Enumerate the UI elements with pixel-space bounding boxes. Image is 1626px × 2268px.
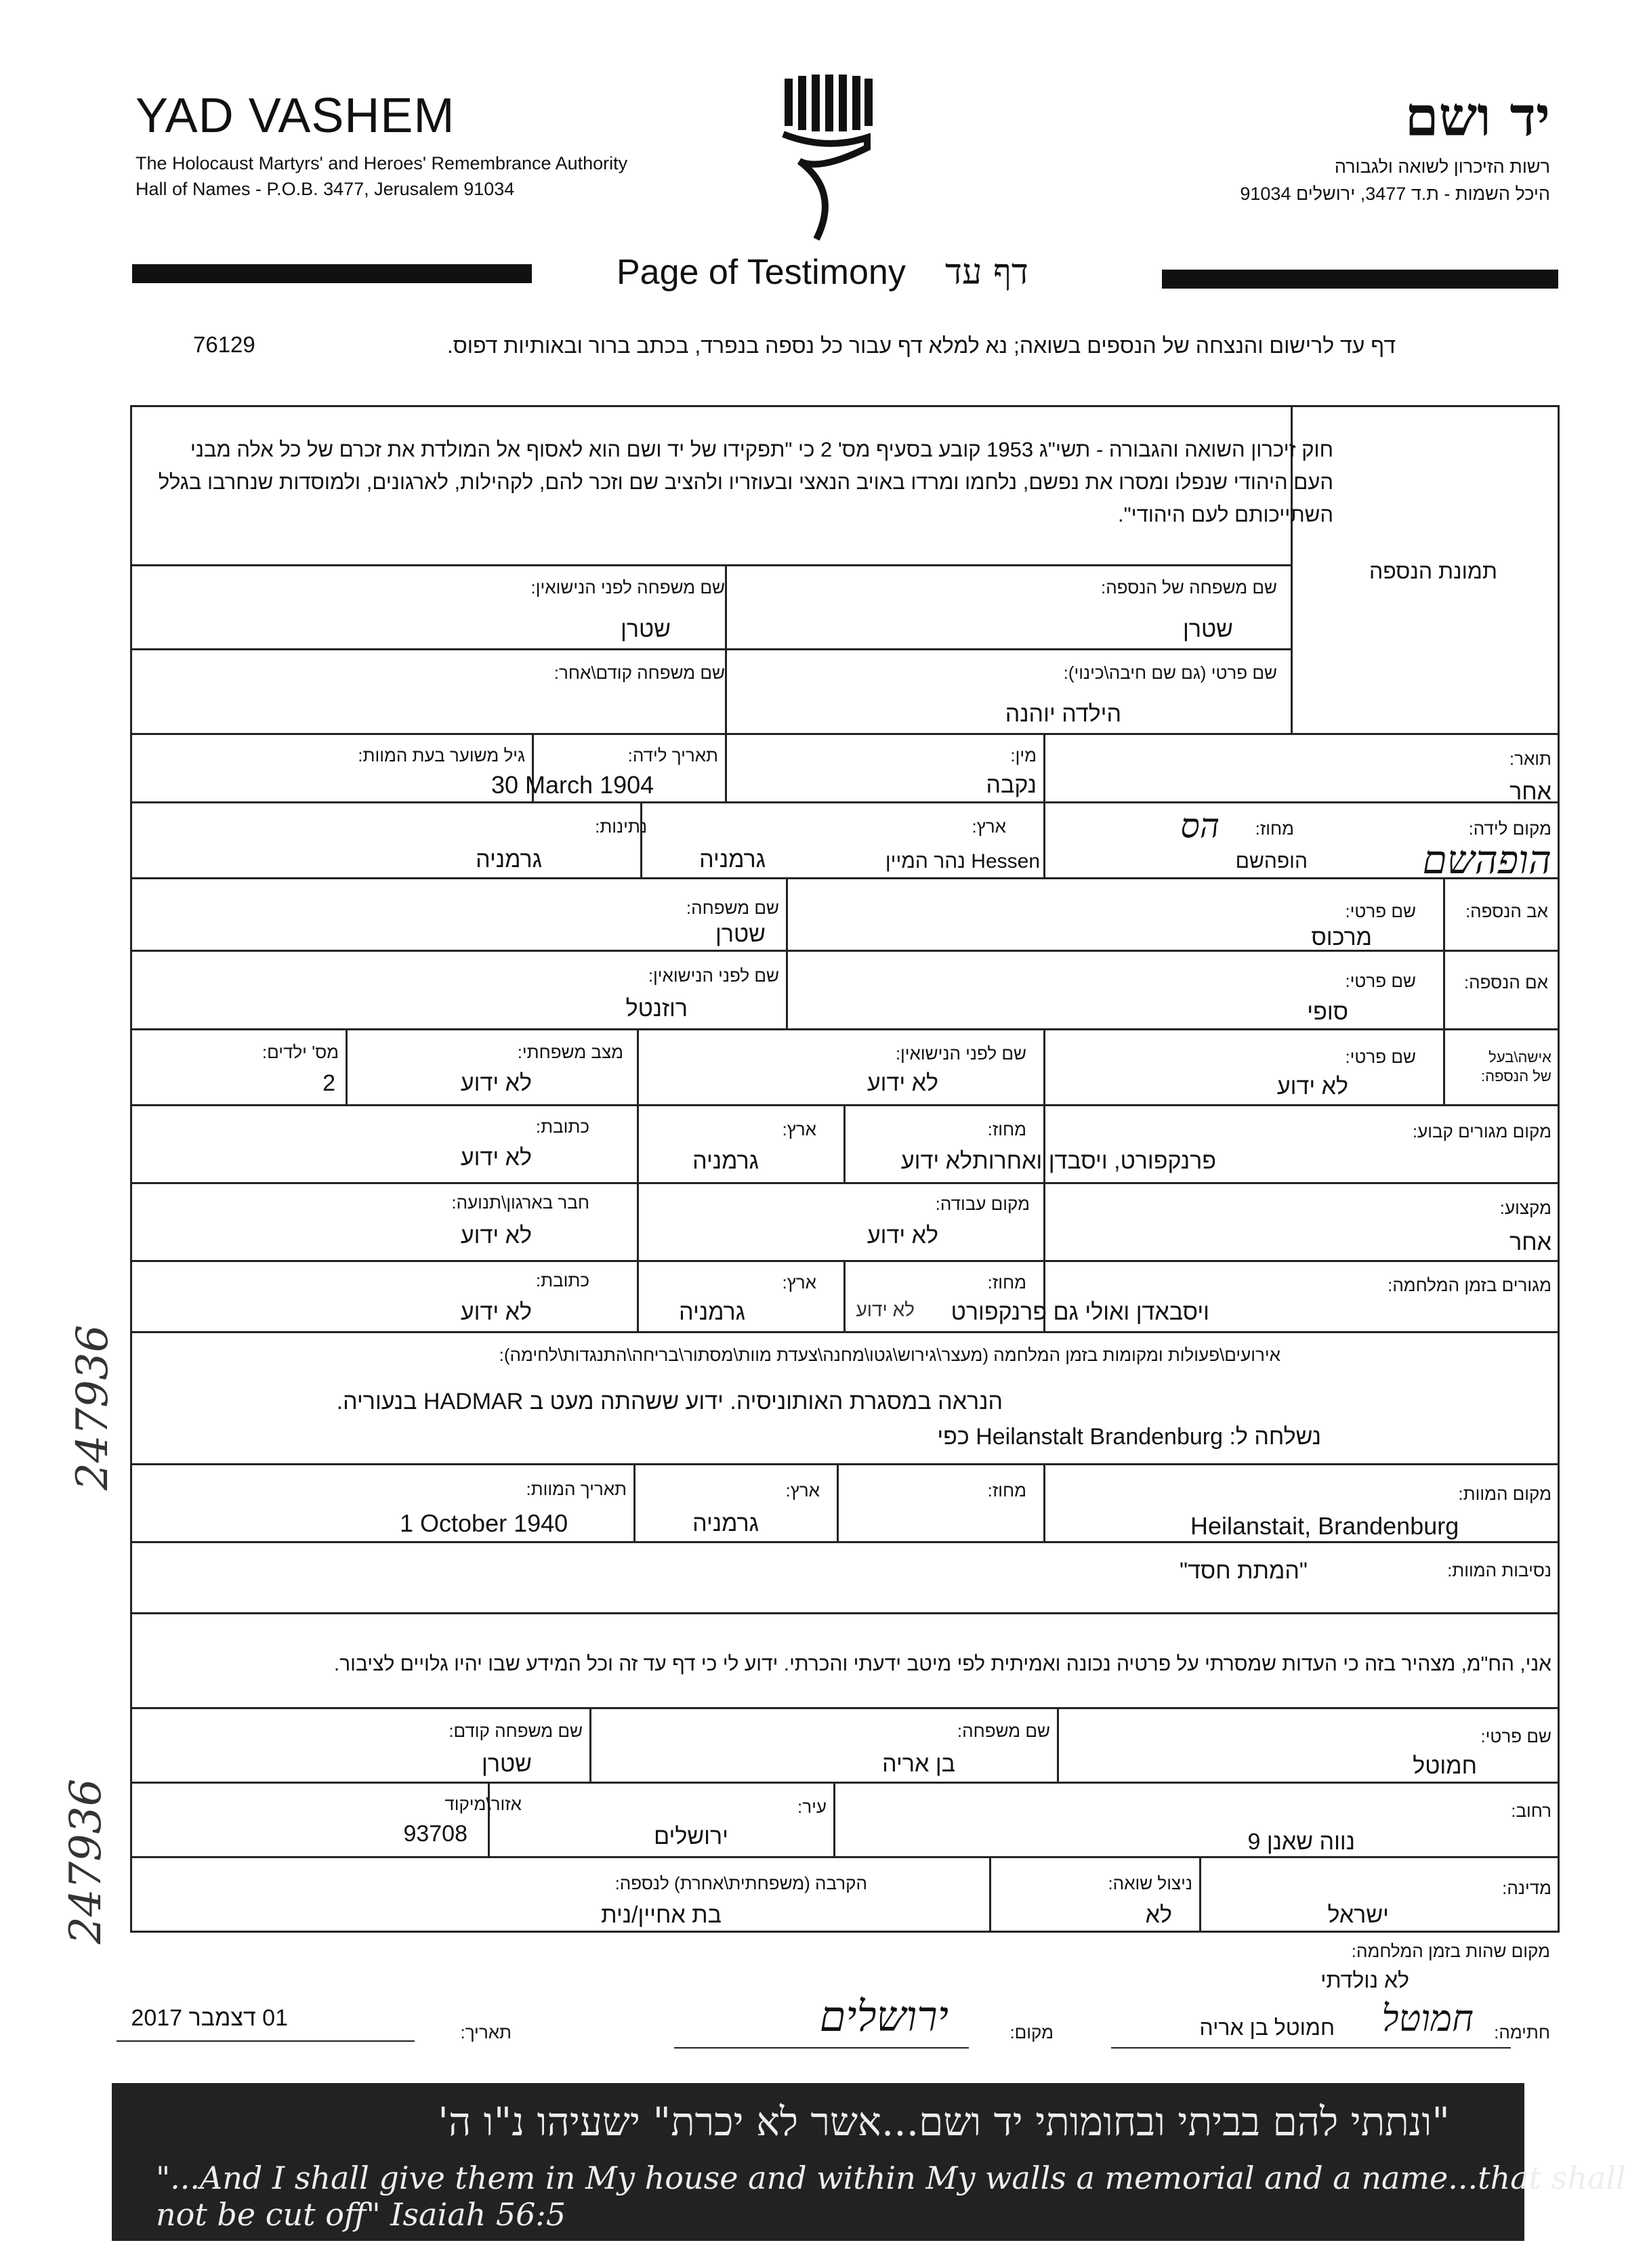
side-number-1: 247936 [68,1324,118,1490]
victim-birth-place-label: מקום לידה: [1468,818,1551,839]
submitter-family-label: שם משפחה: [957,1721,1050,1741]
victim-birth-place: הופהשם [1235,850,1308,873]
victim-gender: נקבה [986,772,1037,798]
victim-age-label: גיל משוער בעת המוות: [358,745,525,765]
death-circumstances-label: נסיבות המוות: [1447,1560,1551,1580]
victim-maiden-name-label: שם משפחה לפני הנישואין: [530,577,725,597]
signature-typed: חמוטל בן אריה [1199,2015,1335,2040]
victim-district: Hessen נהר המיין [885,850,1040,873]
side-number-2: 247936 [61,1778,111,1944]
org-name-en: YAD VASHEM [136,89,455,143]
place-label: מקום: [1009,2022,1054,2042]
submitter-city: ירושלים [654,1824,728,1849]
death-place: Heilanstait, Brandenburg [1190,1512,1459,1540]
victim-title-label: תואר: [1509,749,1551,769]
declaration-text: אני, הח"מ, מצהיר בזה כי העדות שמסרתי על פרטיה נכונה ואמיתית לפי מיטב ידעתי והכרתי. ידוע לי כי דף עד זה וכל המידע שבו יהיו גלויים לציבור. [333,1653,1551,1675]
victim-gender-label: מין: [1010,745,1037,765]
submitter-family-name: בן אריה [882,1751,955,1777]
war-residence-district-label: מחוז: [987,1272,1026,1293]
relation-label: הקרבה (משפחתית\אחרת) לנספה: [614,1873,867,1893]
footer-quote-en: "...And I shall give them in My house and within My walls a memorial and a name...that shall not be cut off" Isaiah 56:5 [156,2160,1626,2233]
death-date: 1 October 1940 [400,1509,568,1537]
org-subtitle-he-1: רשות הזיכרון לשואה ולגבורה [1334,156,1550,177]
war-residence-address: לא ידוע [460,1299,532,1325]
org-subtitle-en [136,150,627,202]
victim-family-name: שטרן [1182,616,1233,642]
death-circumstances: "המתת חסד" [1180,1558,1308,1584]
workplace: לא ידוע [867,1223,938,1248]
victim-birth-date: 30 March 1904 [491,771,654,799]
father-first-name: מרכוס [1311,925,1372,950]
submitter-first-label: שם פרטי: [1480,1726,1551,1746]
spouse-first-label: שם פרטי: [1345,1047,1416,1067]
spouse-row-label-2: של הנספה: [1480,1068,1551,1085]
residence-country: גרמניה [692,1148,759,1174]
war-residence-place: ויסבאדן ואולי גם פרנקפורט [951,1299,1209,1325]
father-row-label: אב הנספה: [1465,901,1548,921]
war-residence-country: גרמניה [679,1299,745,1325]
form-number: 76129 [193,332,255,357]
date-label: תאריך: [460,2022,512,2042]
victim-nationality-label: נתינות: [595,816,647,837]
war-residence-address-label: כתובת: [535,1270,589,1290]
victim-first-name: הילדה יוהנה [1005,701,1121,727]
submitter-street-label: רחוב: [1511,1801,1551,1821]
spouse-marital-label: מצב משפחתי: [517,1042,623,1062]
war-residence-district: לא ידוע [856,1299,915,1320]
law-text: חוק זיכרון השואה והגבורה - תשי"ג 1953 קובע בסעיף מס' 2 כי "תפקידו של יד ושם הוא לאסוף אל המולדת את זכרם של כל אלה מבני העם היהודי שנפלו ומסרו את נפשם, נלחמו ומרדו באויב הנאצי ובעוזריו ולהציב שם וזכר להם, לקהילות, לארגונים, ולמוסדות שנחרבו בגלל השתייכותם לעם היהודי". [158,438,1333,526]
victim-district-label: מחוז: [1255,818,1294,839]
submitter-first-name: חמוטל [1413,1753,1477,1779]
mother-maiden-name: רוזנטל [625,996,688,1022]
death-place-label: מקום המוות: [1458,1484,1551,1504]
mother-row-label: אם הנספה: [1463,972,1548,992]
father-family-name: שטרן [715,921,766,947]
header-rule-right [1162,270,1558,289]
father-first-label: שם פרטי: [1345,901,1416,921]
profession: אחר [1509,1230,1551,1255]
victim-birth-date-label: תאריך לידה: [627,745,718,765]
death-country-label: ארץ: [785,1480,820,1500]
residence-district: לא ידוע [900,1148,972,1174]
org-name-he: יד ושם [1404,85,1550,148]
org-subtitle-en-1: The Holocaust Martyrs' and Heroes' Remembrance Authority [136,153,628,173]
residence-address-label: כתובת: [535,1116,589,1137]
victim-country-label: ארץ: [972,816,1006,837]
victim-nationality: גרמניה [476,847,542,873]
father-family-label: שם משפחה: [686,898,779,918]
menorah-logo-icon [779,73,874,243]
events-label: אירועים\פעולות ומקומות בזמן המלחמה (מעצר\גירוש\גטו\מחנה\צעדת מוות\מסתור\בריחה\התנגדות\לחימה): [499,1345,1280,1365]
residence-label: מקום מגורים קבוע: [1412,1121,1551,1141]
events-line-2: נשלחה ל: Heilanstalt Brandenburg כפי [937,1424,1321,1450]
mother-maiden-label: שם לפני הנישואין: [648,965,779,986]
victim-birth-place-handwritten: הופהשם [1422,837,1551,883]
page-title-he: דף עד [945,252,1028,293]
header-rule-left [132,264,532,283]
residence-district-label: מחוז: [987,1119,1026,1139]
submitter-country-label: מדינה: [1502,1878,1551,1898]
submitter-zip: 93708 [403,1821,467,1847]
member-org-label: חבר בארגון\תנועה: [451,1192,589,1213]
victim-maiden-name: שטרן [620,616,671,642]
spouse-first-name: לא ידוע [1276,1074,1348,1099]
victim-first-name-label: שם פרטי (גם שם חיבה\כינוי): [1063,663,1277,683]
victim-title: אחר [1509,779,1551,805]
org-subtitle-en-2: Hall of Names - P.O.B. 3477, Jerusalem 91034 [136,179,515,199]
victim-district-handwritten: הס [1180,806,1220,845]
survivor-status: לא [1145,1902,1172,1928]
war-place-label: מקום שהות בזמן המלחמה: [1351,1941,1550,1961]
submitter-street: נווה שאנן 9 [1247,1829,1355,1855]
spouse-maiden-name: לא ידוע [867,1070,938,1096]
spouse-children-label: מס' ילדים: [262,1042,339,1062]
signature-handwritten: חמוטל [1381,1997,1474,2040]
page-title-en: Page of Testimony [617,253,906,292]
mother-first-name: סופי [1307,999,1348,1025]
submitter-zip-label: אזור\מיקוד [444,1794,522,1814]
war-residence-country-label: ארץ: [782,1272,816,1293]
death-district-label: מחוז: [987,1480,1026,1500]
submitter-prev-name: שטרן [481,1751,532,1777]
spouse-row-label-1: אישה\בעל [1488,1049,1551,1066]
survivor-label: ניצול שואה: [1108,1873,1192,1893]
member-org: לא ידוע [460,1223,532,1248]
war-residence-label: מגורים בזמן המלחמה: [1388,1275,1551,1295]
submitter-prev-label: שם משפחה קודם: [449,1721,583,1741]
place-handwritten: ירושלים [819,1992,948,2041]
spouse-maiden-label: שם לפני הנישואין: [895,1043,1026,1064]
mother-first-label: שם פרטי: [1345,971,1416,991]
spouse-marital-status: לא ידוע [460,1070,532,1096]
residence-address: לא ידוע [460,1145,532,1171]
war-place: לא נולדתי [1320,1968,1409,1992]
form-instructions: דף עד לרישום והנצחה של הנספים בשואה; נא למלא דף עבור כל נספה בנפרד, בכתב ברור ובאותיות דפוס. [446,333,1396,358]
victim-prev-name-label: שם משפחה קודם\אחר: [554,663,725,683]
events-line-1: הנראה במסגרת האותוניסיה. ידוע ששהתה מעט ב HADMAR בנעוריה. [336,1389,1003,1414]
signature-label: חתימה: [1494,2022,1550,2042]
spouse-children-count: 2 [322,1070,335,1096]
residence-country-label: ארץ: [782,1119,816,1139]
submitter-city-label: עיר: [797,1797,827,1817]
workplace-label: מקום עבודה: [935,1194,1030,1214]
org-subtitle-he [1240,153,1550,207]
profession-label: מקצוע: [1499,1198,1551,1218]
residence-place: פרנקפורט, ויסבדן ואחרות [972,1148,1216,1174]
footer-quote-he: "ונתתי להם בביתי ובחומותי יד ושם...אשר לא יכרת" ישעיהו נ"ו ה' [438,2099,1450,2145]
death-country: גרמניה [692,1511,759,1536]
death-date-label: תאריך המוות: [526,1479,627,1499]
org-subtitle-he-2: היכל השמות - ת.ד 3477, ירושלים 91034 [1240,184,1550,204]
victim-family-name-label: שם משפחה של הנספה: [1100,577,1277,597]
victim-country: גרמניה [699,847,766,873]
submitter-country: ישראל [1327,1902,1389,1928]
photo-label: תמונת הנספה [1369,559,1497,583]
signature-date: 01 דצמבר 2017 [131,2005,288,2031]
relation: בת אחיין/נית [601,1902,722,1928]
